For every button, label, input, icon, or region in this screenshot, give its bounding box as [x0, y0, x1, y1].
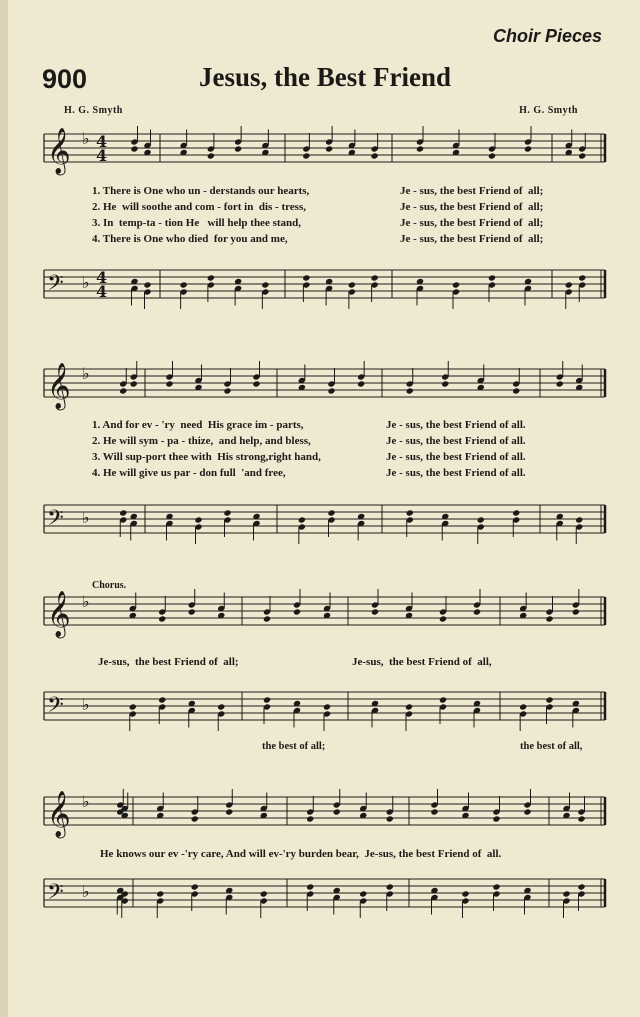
chorus-bass-echo-a: the best of all;	[262, 741, 326, 752]
note-head	[512, 509, 520, 516]
note-head	[261, 281, 269, 288]
note-head	[156, 890, 164, 897]
note-head	[512, 387, 520, 394]
note-head	[158, 615, 166, 622]
chorus-lyric-a: Je-sus, the best Friend of all;	[98, 656, 239, 668]
note-head	[371, 274, 379, 281]
note-head	[545, 696, 553, 703]
verse1-line2-a: 1. And for ev - 'ry need His grace im - parts,	[92, 419, 304, 431]
note-head	[223, 387, 231, 394]
music-credit: H. G. Smyth	[519, 105, 578, 116]
note-head	[575, 516, 583, 523]
bass-clef-icon: 𝄢	[47, 506, 64, 536]
note-head	[439, 696, 447, 703]
note-head	[323, 703, 331, 710]
note-head	[119, 387, 127, 394]
note-head	[371, 152, 379, 159]
note-head	[306, 815, 314, 822]
flat-icon: ♭	[82, 695, 90, 714]
note-head	[488, 152, 496, 159]
note-head	[130, 380, 138, 387]
note-head	[416, 145, 424, 152]
verse3-line1-a: 3. In temp-ta - tion He will help thee stand,	[92, 217, 301, 229]
note-head	[194, 516, 202, 523]
verse4-line1-a: 4. There is One who died for you and me,	[92, 233, 288, 245]
verse2-line1-a: 2. He will soothe and com - fort in dis - tress,	[92, 201, 306, 213]
verse1-line2-b: Je - sus, the best Friend of all.	[386, 419, 526, 431]
note-head	[357, 380, 365, 387]
note-head	[562, 890, 570, 897]
bass-clef-icon: 𝄢	[47, 880, 64, 910]
note-head	[386, 883, 394, 890]
final-lyric: He knows our ev -'ry care, And will ev-'ry burden bear, Je-sus, the best Friend of all.	[100, 848, 502, 860]
note-head	[302, 274, 310, 281]
note-head	[405, 703, 413, 710]
note-head	[217, 703, 225, 710]
note-head	[441, 380, 449, 387]
verse2-line1-b: Je - sus, the best Friend of all;	[400, 201, 544, 213]
flat-icon: ♭	[82, 129, 90, 148]
flat-icon: ♭	[82, 792, 90, 811]
flat-icon: ♭	[82, 508, 90, 527]
verse4-line2-a: 4. He will give us par - don full 'and free,	[92, 467, 286, 479]
treble-clef-icon: 𝄞	[47, 128, 71, 174]
note-head	[191, 883, 199, 890]
chorus-bass-echo-b: the best of all,	[520, 741, 583, 752]
flat-icon: ♭	[82, 882, 90, 901]
note-head	[207, 152, 215, 159]
hymn-title: Jesus, the Best Friend	[199, 62, 451, 92]
verse1-line1-a: 1. There is One who un - derstands our hearts,	[92, 185, 310, 197]
note-head	[180, 281, 188, 288]
time-signature: 4	[96, 132, 108, 151]
note-head	[348, 281, 356, 288]
note-head	[572, 608, 580, 615]
note-head	[473, 608, 481, 615]
flat-icon: ♭	[82, 364, 90, 383]
note-head	[143, 281, 151, 288]
verse4-line2-b: Je - sus, the best Friend of all.	[386, 467, 526, 479]
bass-clef-icon: 𝄢	[47, 271, 64, 301]
bass-clef-icon: 𝄢	[47, 693, 64, 723]
note-head	[577, 883, 585, 890]
note-head	[577, 815, 585, 822]
words-credit: H. G. Smyth	[64, 105, 123, 116]
treble-clef-icon: 𝄞	[47, 791, 71, 837]
chorus-lyric-b: Je-sus, the best Friend of all,	[352, 656, 492, 668]
note-head	[519, 703, 527, 710]
staff-lines	[44, 134, 605, 907]
note-head	[260, 890, 268, 897]
note-head	[306, 883, 314, 890]
time-signature: 4	[96, 282, 108, 301]
note-head	[578, 274, 586, 281]
note-head	[359, 890, 367, 897]
chorus-label: Chorus.	[92, 580, 127, 591]
note-head	[406, 387, 414, 394]
note-head	[225, 808, 233, 815]
note-head	[191, 815, 199, 822]
note-head	[302, 152, 310, 159]
note-head	[263, 615, 271, 622]
note-head	[452, 281, 460, 288]
note-head	[188, 608, 196, 615]
note-head	[293, 608, 301, 615]
note-head	[371, 608, 379, 615]
note-head	[556, 380, 564, 387]
note-head	[430, 808, 438, 815]
verse2-line2-b: Je - sus, the best Friend of all.	[386, 435, 526, 447]
verse3-line1-b: Je - sus, the best Friend of all;	[400, 217, 544, 229]
note-head	[492, 883, 500, 890]
verse2-line2-a: 2. He will sym - pa - thize, and help, and bless,	[92, 435, 311, 447]
note-head	[223, 509, 231, 516]
treble-clef-icon: 𝄞	[47, 363, 71, 409]
note-head	[252, 380, 260, 387]
bar-lines	[44, 134, 605, 907]
note-head	[523, 808, 531, 815]
verse1-line1-b: Je - sus, the best Friend of all;	[400, 185, 544, 197]
note-head	[130, 145, 138, 152]
note-head	[158, 696, 166, 703]
section-label: Choir Pieces	[492, 26, 602, 46]
flat-icon: ♭	[82, 273, 90, 292]
note-head	[234, 145, 242, 152]
note-head	[488, 274, 496, 281]
note-head	[439, 615, 447, 622]
note-head	[524, 145, 532, 152]
note-head	[578, 152, 586, 159]
note-head	[129, 703, 137, 710]
note-head	[461, 890, 469, 897]
verse3-line2-a: 3. Will sup-port thee with His strong,right hand,	[92, 451, 321, 463]
time-signature: 4	[96, 146, 108, 165]
treble-clef-icon: 𝄞	[47, 591, 71, 637]
note-head	[207, 274, 215, 281]
note-head	[327, 509, 335, 516]
note-head	[477, 516, 485, 523]
note-head	[325, 145, 333, 152]
note-head	[492, 815, 500, 822]
hymn-number: 900	[42, 64, 88, 94]
note-head	[119, 509, 127, 516]
note-head	[165, 380, 173, 387]
note-head	[406, 509, 414, 516]
flat-icon: ♭	[82, 592, 90, 611]
note-head	[545, 615, 553, 622]
time-signature: 4	[96, 268, 108, 287]
note-head	[327, 387, 335, 394]
note-head	[565, 281, 573, 288]
note-head	[386, 815, 394, 822]
note-head	[333, 808, 341, 815]
verse3-line2-b: Je - sus, the best Friend of all.	[386, 451, 526, 463]
note-head	[298, 516, 306, 523]
note-head	[263, 696, 271, 703]
verse4-line1-b: Je - sus, the best Friend of all;	[400, 233, 544, 245]
